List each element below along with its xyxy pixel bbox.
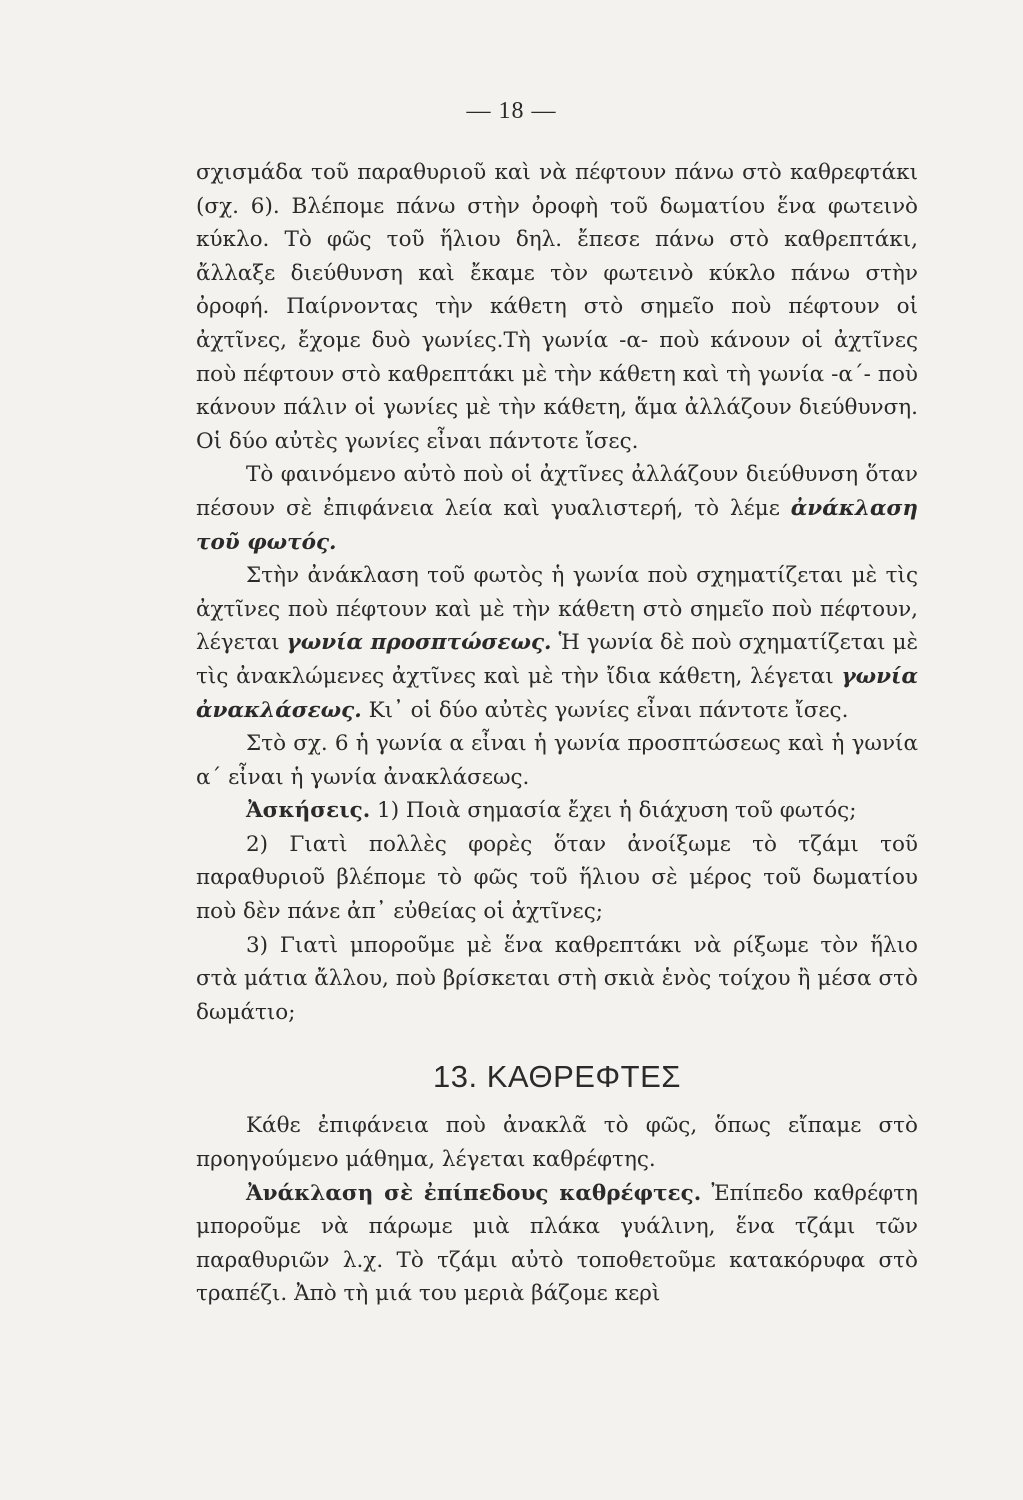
paragraph-figure-reference: Στὸ σχ. 6 ἡ γωνία α εἶναι ἡ γωνία προσπτώσεως καὶ ἡ γωνία α΄ εἶναι ἡ γωνία ἀνακλάσεως. (196, 731, 918, 790)
paragraph-mirror-definition: Κάθε ἐπιφάνεια ποὺ ἀνακλᾶ τὸ φῶς, ὅπως εἴπαμε στὸ προηγούμενο μάθημα, λέγεται καθρέφτης. (196, 1113, 918, 1173)
paragraph-angles (196, 559, 918, 727)
page-body (196, 156, 918, 1311)
term-reflection-of-light: ἀνάκλαση τοῦ φωτός. (196, 495, 918, 555)
exercise-1 (196, 794, 918, 828)
paragraph-text: Τὸ φαινόμενο αὐτὸ ποὺ οἱ ἀχτῖνες ἀλλάζουν διεύθυνση ὅταν πέσουν σὲ ἐπιφάνεια λεία καὶ γυαλιστερή, τὸ λέμε (196, 462, 918, 521)
exercise-text: 1) Ποιὰ σημασία ἔχει ἡ διάχυση τοῦ φωτός; (377, 798, 857, 824)
paragraph-plane-mirrors (196, 1177, 918, 1311)
section-heading: 13. ΚΑΘΡΕΦΤΕΣ (433, 1059, 681, 1095)
paragraph-text: Κι᾿ οἱ δύο αὐτὲς γωνίες εἶναι πάντοτε ἴσες. (368, 697, 849, 723)
term-angle-of-reflection: γωνία ἀνακλάσεως. (196, 663, 918, 723)
page-number: — 18 — (466, 98, 557, 124)
paragraph-reflection-intro: σχισμάδα τοῦ παραθυριοῦ καὶ νὰ πέφτουν πάνω στὸ καθρεφτάκι (σχ. 6). Βλέπομε πάνω στὴν ὀροφὴ τοῦ δωματίου ἕνα φωτεινὸ κύκλο. Τὸ φῶς τοῦ ἥλιου δηλ. ἔπεσε πάνω στὸ καθρεπτάκι, ἄλλαξε διεύθυνση καὶ ἔκαμε τὸν φωτεινὸ κύκλο πάνω στὴν ὀροφή. Παίρνοντας τὴν κάθετη στὸ σημεῖο ποὺ πέφτουν οἱ ἀχτῖνες, ἔχομε δυὸ γωνίες.Τὴ γωνία -α- ποὺ κάνουν οἱ ἀχτῖνες ποὺ πέφτουν στὸ καθρεπτάκι μὲ τὴν κάθετη καὶ τὴ γωνία -α΄- ποὺ κάνουν πάλιν οἱ γωνίες μὲ τὴν κάθετη, ἅμα ἀλλάζουν διεύθυνση. Οἱ δύο αὐτὲς γωνίες εἶναι πάντοτε ἴσες. (196, 160, 918, 454)
exercise-2: 2) Γιατὶ πολλὲς φορὲς ὅταν ἀνοίξωμε τὸ τζάμι τοῦ παραθυριοῦ βλέπομε τὸ φῶς τοῦ ἥλιου σὲ μέρος τοῦ δωματίου ποὺ δὲν πάνε ἀπ᾿ εὐθείας οἱ ἀχτῖνες; (196, 831, 918, 925)
subsection-label: Ἀνάκλαση σὲ ἐπίπεδους καθρέφτες. (246, 1180, 702, 1206)
exercises-label: Ἀσκήσεις. (246, 798, 371, 824)
paragraph-text: Ἡ γωνία δὲ ποὺ σχηματίζεται μὲ τὶς ἀνακλώμενες ἀχτῖνες καὶ μὲ τὴν ἴδια κάθετη, λέγεται (196, 630, 919, 689)
exercise-3: 3) Γιατὶ μποροῦμε μὲ ἕνα καθρεπτάκι νὰ ρίξωμε τὸν ἥλιο στὰ μάτια ἄλλου, ποὺ βρίσκεται στὴ σκιὰ ἑνὸς τοίχου ἢ μέσα στὸ δωμάτιο; (196, 932, 918, 1025)
term-angle-of-incidence: γωνία προσπτώσεως. (286, 630, 552, 656)
paragraph-text: Στὴν ἀνάκλαση τοῦ φωτὸς ἡ γωνία ποὺ σχηματίζεται μὲ τὶς ἀχτῖνες ποὺ πέφτουν καὶ μὲ τὴν κάθετη στὸ σημεῖο ποὺ πέφτουν, λέγεται (196, 563, 918, 656)
paragraph-reflection-definition (196, 458, 918, 559)
paragraph-text: Ἐπίπεδο καθρέφτη μποροῦμε νὰ πάρωμε μιὰ πλάκα γυάλινη, ἕνα τζάμι τῶν παραθυριῶν λ.χ. Τὸ τζάμι αὐτὸ τοποθετοῦμε κατακόρυφα στὸ τραπέζι. Ἀπὸ τὴ μιά του μεριὰ βάζομε κερὶ (196, 1180, 918, 1307)
